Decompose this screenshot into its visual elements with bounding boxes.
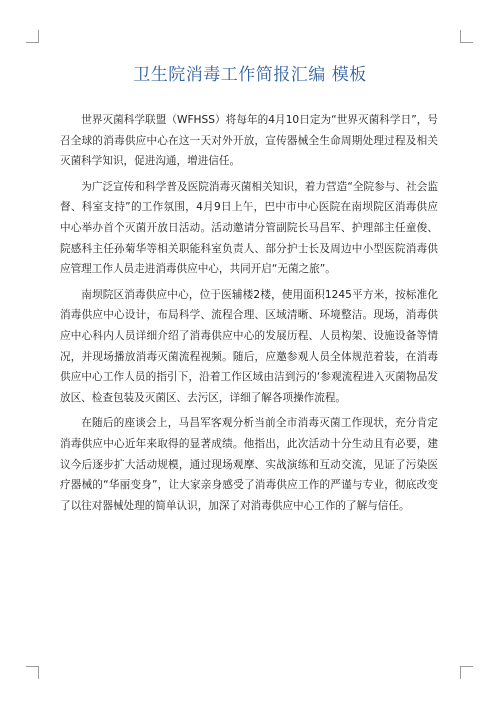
crop-mark-bottom-right	[460, 666, 473, 679]
crop-mark-bottom-left	[26, 666, 39, 679]
paragraph-3: 南坝院区消毒供应中心，位于医辅楼2楼，使用面积1245平方米，按标准化消毒供应中心设计，布局科学、流程合理、区域清晰、环境整洁。现场，消毒供应中心科内人员详细介绍了消毒供应中心的发展历程、人员构架、设施设备等情况，并现场播放消毒灭菌流程视频。随后，应邀参观人员全体规范着装，在消毒供应中心工作人员的指引下，沿着工作区域由洁到污的‘参观流程进入灭菌物品发放区、检查包装及灭菌区、去污区，详细了解各项操作流程。	[60, 288, 438, 404]
paragraph-4: 在随后的座谈会上，马昌军客观分析当前全市消毒灭菌工作现状，充分肯定消毒供应中心近年来取得的显著成绩。他指出，此次活动十分生动且有必要，建议今后逐步扩大活动规模，通过现场观摩、实战演练和互动交流，见证了污染医疗器械的“华丽变身”，让大家亲身感受了消毒供应工作的严谨与专业，彻底改变了以往对器械处理的简单认识，加深了对消毒供应中心工作的了解与信任。	[60, 417, 438, 512]
crop-mark-top-right	[460, 30, 473, 43]
document-title: 卫生院消毒工作简报汇编 模板	[133, 65, 367, 85]
document-body	[60, 110, 438, 521]
paragraph-1: 世界灭菌科学联盟（WFHSS）将每年的4月10日定为“世界灭菌科学日”，号召全球的消毒供应中心在这一天对外开放，宣传器械全生命周期处理过程及相关灭菌科学知识，促进沟通，增进信任。	[60, 114, 438, 168]
crop-mark-top-left	[26, 30, 39, 43]
paragraph-2: 为广泛宣传和科学普及医院消毒灭菌相关知识，着力营造“全院参与、社会监督、科室支持”的工作氛围，4月9日上午，巴中市中心医院在南坝院区消毒供应中心举办首个灭菌开放日活动。活动邀请分管副院长马昌军、护理部主任童俊、院感科主任孙菊华等相关职能科室负责人、部分护士长及周边中小型医院消毒供应管理工作人员走进消毒供应中心，共同开启“无菌之旅”。	[60, 180, 438, 276]
